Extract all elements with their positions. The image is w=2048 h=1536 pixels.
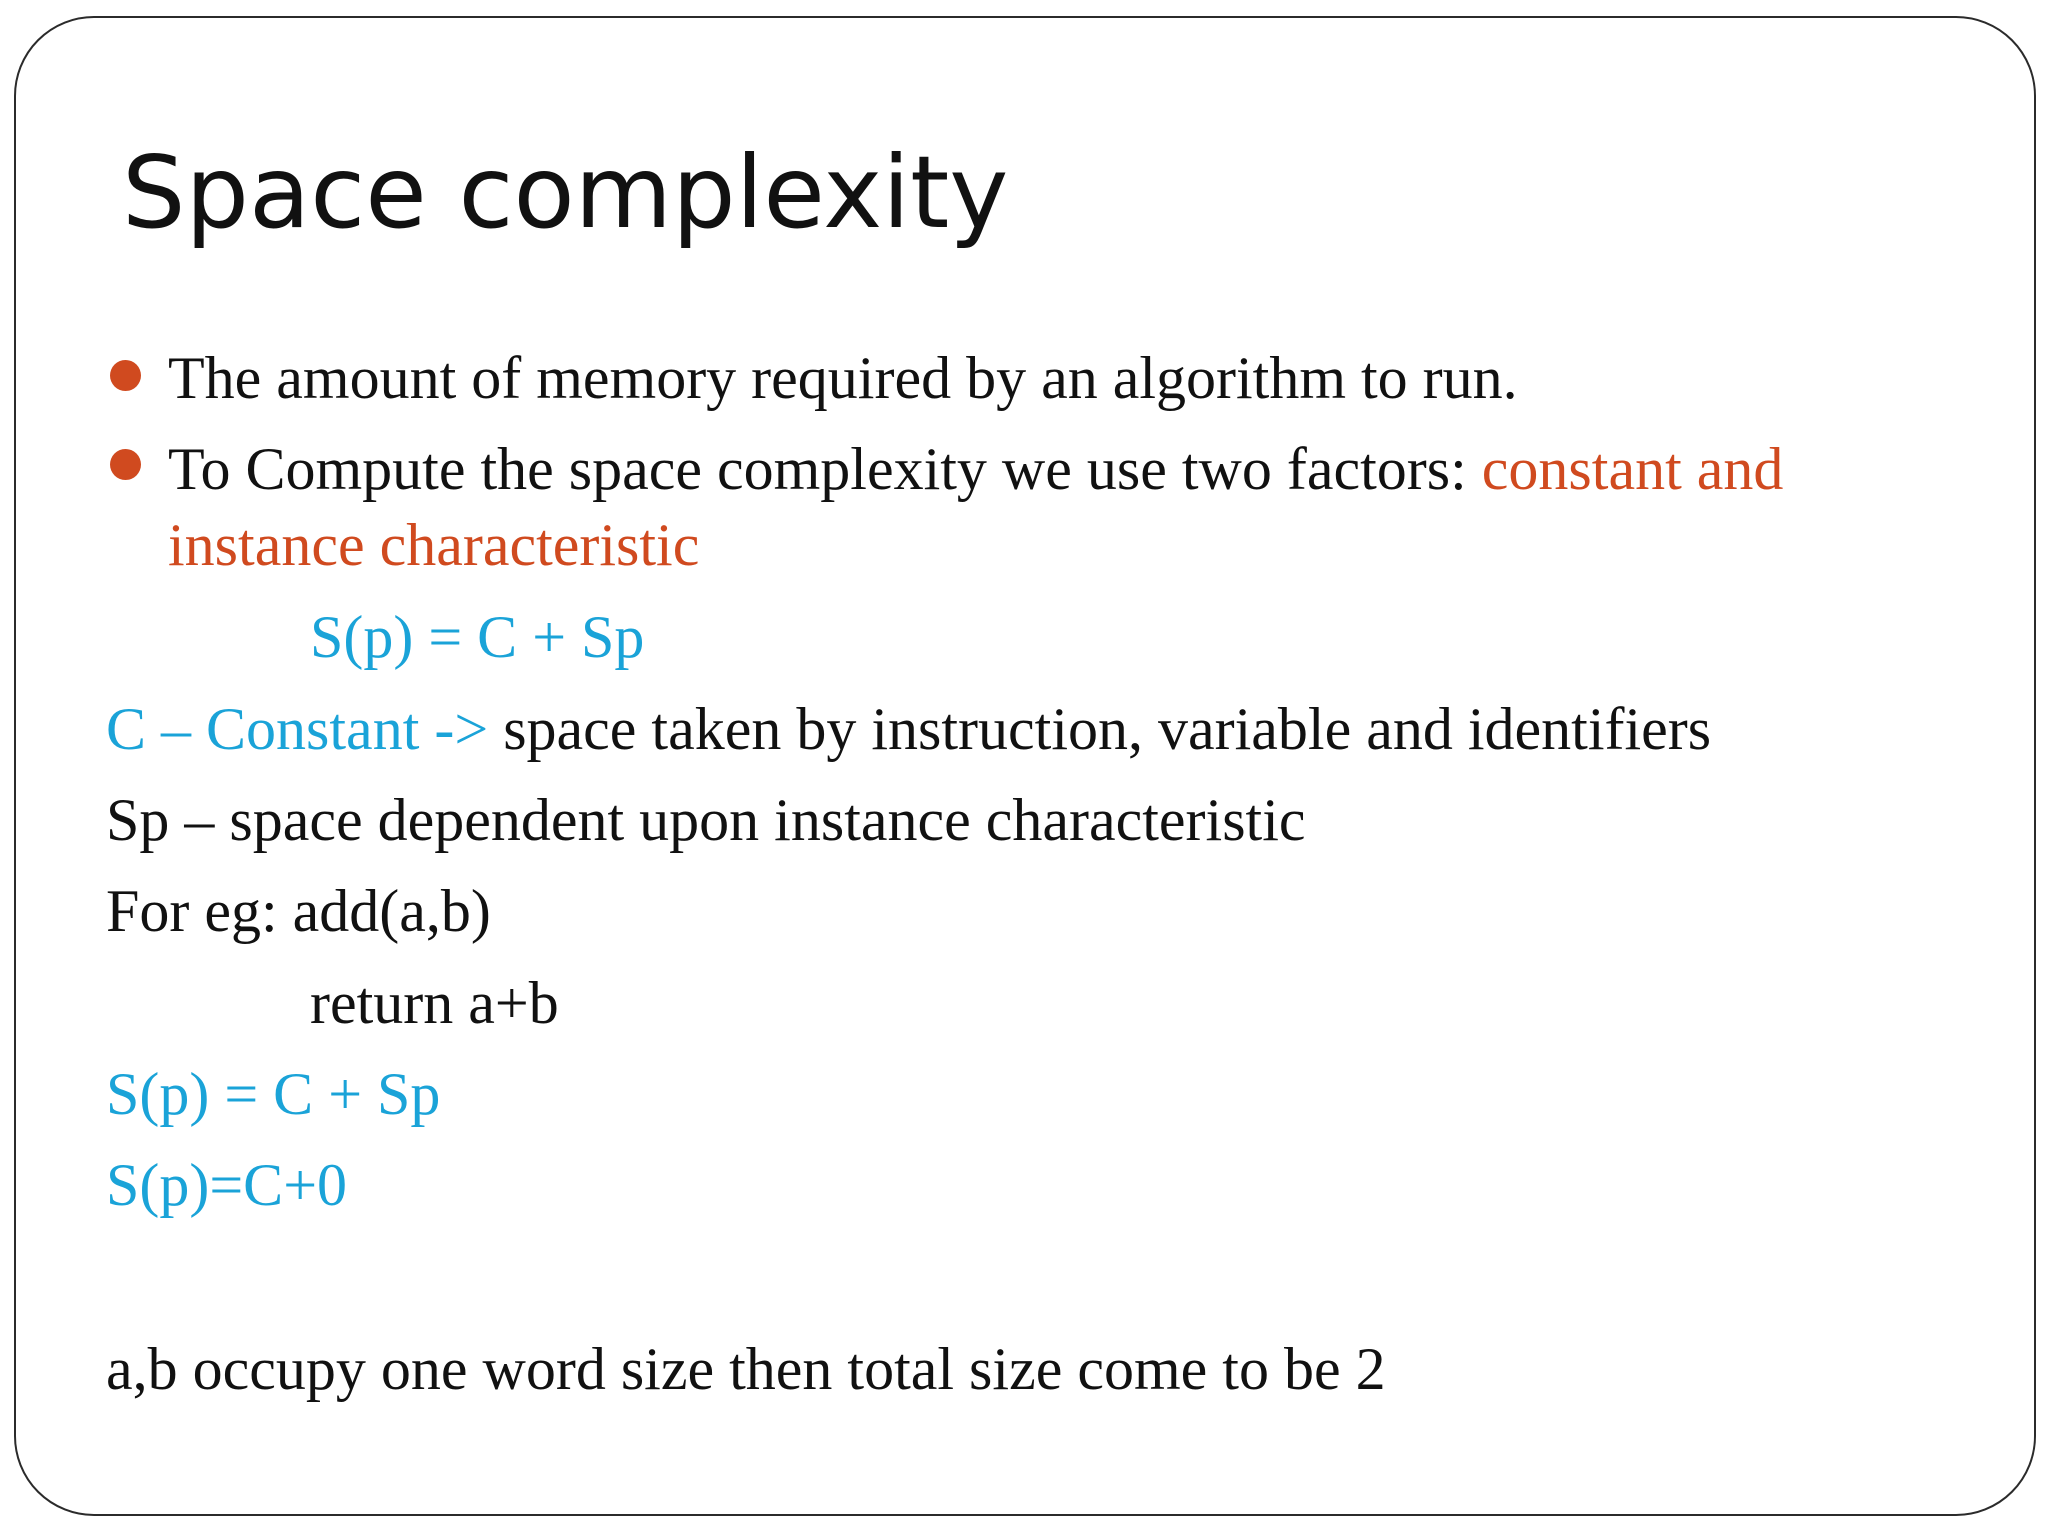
bullet-text-2: To Compute the space complexity we use two factors: xyxy=(168,436,1482,502)
formula-general: S(p) = C + Sp xyxy=(106,1061,441,1127)
constant-term: C – Constant -> xyxy=(106,696,489,762)
formula-result: S(p)=C+0 xyxy=(106,1152,348,1218)
bullet-item-2 xyxy=(168,432,1783,506)
constant-description: space taken by instruction, variable and identifiers xyxy=(488,696,1712,762)
constant-definition xyxy=(106,692,1711,766)
bullet-item-1 xyxy=(168,341,1518,415)
bullet-dot-2 xyxy=(110,449,141,480)
formula-indented: S(p) = C + Sp xyxy=(310,604,645,670)
conclusion-text: a,b occupy one word size then total size come to be 2 xyxy=(106,1336,1386,1402)
sp-definition: Sp – space dependent upon instance characteristic xyxy=(106,787,1306,853)
example-code: return a+b xyxy=(310,970,559,1036)
bullet-highlight-2: instance characteristic xyxy=(168,512,700,578)
slide-title: Space complexity xyxy=(122,134,1009,251)
bullet-text-1: The amount of memory required by an algorithm to run. xyxy=(168,345,1518,411)
example-label: For eg: add(a,b) xyxy=(106,878,491,944)
bullet-highlight-1: constant and xyxy=(1481,436,1784,502)
bullet-dot-1 xyxy=(110,360,141,391)
